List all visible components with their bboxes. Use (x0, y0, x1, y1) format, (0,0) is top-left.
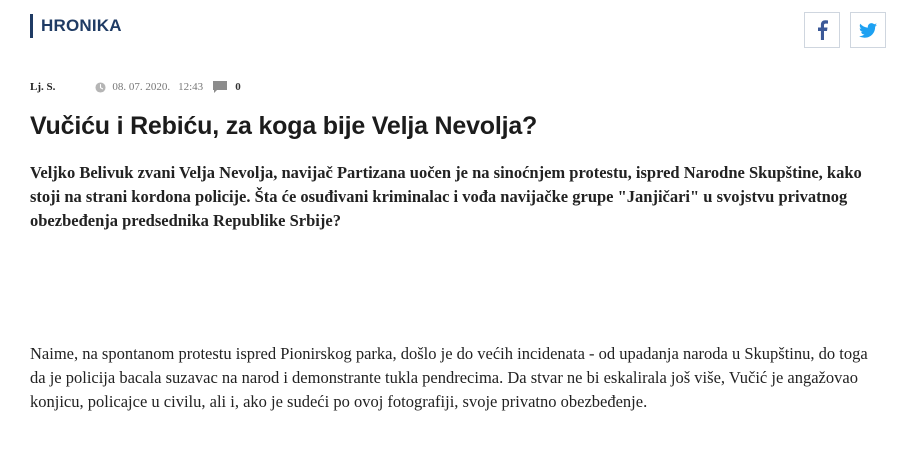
facebook-icon (816, 20, 828, 40)
comment-count[interactable]: 0 (235, 81, 241, 93)
article-meta (30, 78, 241, 96)
publish-time: 12:43 (178, 81, 204, 93)
section-title[interactable]: HRONIKA (41, 16, 122, 35)
facebook-share-button[interactable] (804, 12, 840, 48)
article-title: Vučiću i Rebiću, za koga bije Velja Nevolja? (30, 112, 538, 140)
twitter-share-button[interactable] (850, 12, 886, 48)
section-accent-bar (30, 14, 33, 38)
article-body: Naime, na spontanom protestu ispred Pionirskog parka, došlo je do većih incidenata - od upadanja naroda u Skupštinu, do toga da je policija bacala suzavac na narod i demonstrante tukla pendrecima. Da stvar ne bi eskalirala još više, Vučić je angažovao konjicu, policajce u civilu, ali i, ako je sudeći po ovoj fotografiji, svoje privatno obezbeđenje. (30, 344, 868, 411)
article-lead: Veljko Belivuk zvani Velja Nevolja, navijač Partizana uočen je na sinoćnjem protestu, ispred Narodne Skupštine, kako stoji na strani kordona policije. Šta će osuđivani kriminalac i vođa navijačke grupe "Janjičari" u svojstvu privatnog obezbeđenja predsednika Republike Srbije? (30, 163, 862, 230)
publish-date: 08. 07. 2020. (112, 81, 171, 93)
clock-icon (95, 82, 106, 93)
section-label[interactable] (30, 12, 122, 40)
comment-icon[interactable] (213, 81, 227, 93)
author-name[interactable]: Lj. S. (30, 81, 56, 93)
twitter-icon (859, 23, 877, 38)
